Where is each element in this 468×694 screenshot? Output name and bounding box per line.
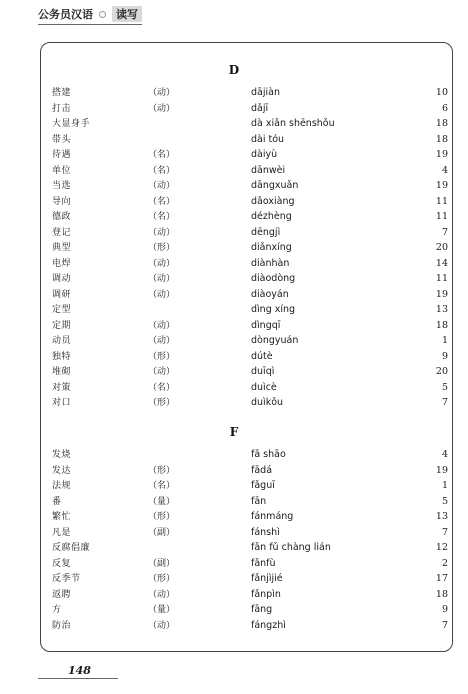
entry-page: 11: [435, 195, 448, 207]
entry-page: 9: [441, 350, 448, 362]
index-entry: [0, 288, 468, 302]
page-number: 148: [68, 664, 91, 677]
entry-pos: （量）: [148, 605, 176, 615]
section-letter: D: [228, 63, 240, 77]
entry-word: 对策: [52, 382, 72, 393]
index-entry: [0, 603, 468, 617]
entry-word: 当选: [52, 181, 72, 191]
entry-word: 独特: [52, 351, 72, 362]
entry-word: 对口: [52, 398, 72, 408]
entry-page: 7: [441, 526, 448, 538]
entry-word: 繁忙: [52, 512, 72, 522]
entry-page: 6: [441, 102, 448, 114]
entry-pos: （名）: [148, 196, 176, 207]
circle-separator-icon: [99, 11, 106, 18]
index-entry: [0, 257, 468, 271]
entry-word: 反复: [52, 558, 72, 569]
entry-pinyin: fǎnjìjié: [251, 573, 283, 584]
entry-word: 反季节: [52, 574, 81, 584]
entry-pos: （形）: [148, 574, 176, 584]
running-header: [38, 5, 142, 23]
entry-pos: （形）: [148, 512, 176, 522]
entry-pinyin: fā shāo: [251, 449, 286, 460]
entry-pos: （副）: [148, 527, 176, 538]
entry-page: 19: [435, 180, 448, 191]
entry-word: 发烧: [52, 450, 72, 460]
entry-pinyin: dàiyù: [251, 149, 278, 160]
index-entry: [0, 381, 468, 395]
entry-pinyin: duìkǒu: [251, 397, 284, 408]
index-entry: [0, 179, 468, 193]
entry-word: 德政: [52, 212, 72, 222]
entry-pos: （形）: [148, 243, 176, 253]
entry-pos: （名）: [148, 150, 176, 160]
entry-pinyin: dìngqī: [251, 319, 281, 331]
entry-page: 1: [441, 335, 448, 346]
index-entry: [0, 303, 468, 317]
entry-page: 5: [441, 381, 448, 393]
index-entry: [0, 541, 468, 555]
index-entry: [0, 210, 468, 224]
entry-pos: （动）: [148, 620, 176, 631]
footer-rule: [38, 678, 118, 679]
entry-word: 方: [52, 605, 62, 615]
entry-pos: （名）: [148, 382, 176, 393]
index-entry: [0, 464, 468, 478]
entry-page: 14: [435, 257, 448, 269]
index-entry: [0, 334, 468, 348]
entry-pinyin: dìng xíng: [251, 304, 296, 315]
book-title: 公务员汉语: [38, 8, 93, 21]
entry-pinyin: diǎnxíng: [251, 242, 292, 253]
index-entry: [0, 133, 468, 147]
entry-pos: （动）: [148, 289, 176, 300]
entry-pos: （形）: [148, 398, 176, 408]
index-entry: [0, 557, 468, 571]
entry-pos: （动）: [148, 274, 176, 284]
index-entry: [0, 164, 468, 178]
entry-pinyin: fǎnpìn: [251, 588, 281, 600]
index-entry: [0, 588, 468, 602]
index-entry: [0, 226, 468, 240]
entry-pinyin: fǎnfù: [251, 557, 276, 569]
entry-pinyin: dà xiǎn shēnshǒu: [251, 118, 335, 129]
entry-pos: （动）: [148, 320, 176, 331]
entry-page: 4: [441, 164, 448, 176]
entry-page: 13: [435, 304, 448, 315]
index-entry: [0, 572, 468, 586]
entry-page: 5: [441, 495, 448, 507]
entry-pinyin: diànhàn: [251, 257, 290, 269]
entry-pinyin: dǎoxiàng: [251, 195, 295, 207]
index-entry: [0, 396, 468, 410]
entry-pinyin: dānwèi: [251, 164, 286, 176]
entry-pinyin: fāng: [251, 604, 273, 615]
entry-word: 典型: [52, 243, 72, 253]
index-entry: [0, 479, 468, 493]
entry-pos: （名）: [148, 481, 176, 491]
entry-page: 2: [441, 557, 448, 569]
section-letter: F: [229, 425, 239, 439]
entry-word: 堆砌: [52, 367, 72, 377]
entry-pinyin: dútè: [251, 350, 273, 362]
entry-pos: （动）: [148, 258, 176, 269]
entry-word: 搭建: [52, 88, 72, 98]
index-entry: [0, 448, 468, 462]
entry-page: 1: [441, 480, 448, 491]
entry-pos: （动）: [148, 336, 176, 346]
entry-pinyin: fánmáng: [251, 511, 294, 522]
entry-word: 调研: [52, 289, 72, 300]
entry-word: 单位: [52, 165, 72, 176]
entry-pos: （形）: [148, 465, 176, 476]
entry-pinyin: fān: [251, 495, 267, 507]
entry-word: 带头: [52, 134, 72, 145]
entry-pos: （动）: [148, 589, 176, 600]
entry-page: 19: [435, 149, 448, 160]
section-tag: 读写: [112, 6, 142, 22]
index-entry: [0, 365, 468, 379]
entry-page: 11: [435, 211, 448, 222]
index-entry: [0, 319, 468, 333]
header-rule: [38, 24, 142, 25]
entry-pinyin: fǎn fǔ chàng lián: [251, 542, 331, 553]
entry-page: 18: [435, 588, 448, 600]
entry-page: 9: [441, 604, 448, 615]
entry-pinyin: diàodòng: [251, 273, 296, 284]
entry-page: 7: [441, 397, 448, 408]
entry-word: 防治: [52, 620, 72, 631]
entry-word: 发达: [52, 465, 72, 476]
entry-pos: （副）: [148, 558, 176, 569]
entry-pinyin: fángzhì: [251, 619, 286, 631]
entry-pinyin: dāngxuǎn: [251, 180, 299, 191]
entry-word: 凡是: [52, 527, 72, 538]
entry-pos: （名）: [148, 165, 176, 176]
index-entry: [0, 241, 468, 255]
entry-page: 7: [441, 619, 448, 631]
entry-page: 19: [435, 288, 448, 300]
entry-pinyin: dézhèng: [251, 211, 292, 222]
entry-pinyin: dājiàn: [251, 87, 280, 98]
index-entry: [0, 526, 468, 540]
entry-page: 11: [435, 273, 448, 284]
entry-page: 19: [435, 464, 448, 476]
entry-page: 20: [435, 242, 448, 253]
index-entry: [0, 195, 468, 209]
entry-word: 定期: [52, 320, 72, 331]
index-entry: [0, 272, 468, 286]
entry-page: 12: [435, 542, 448, 553]
entry-pinyin: dài tóu: [251, 133, 285, 145]
entry-word: 动员: [52, 336, 72, 346]
entry-pinyin: dēngjì: [251, 226, 281, 238]
entry-word: 番: [52, 496, 62, 507]
entry-pos: （名）: [148, 212, 176, 222]
entry-word: 登记: [52, 227, 72, 238]
entry-word: 反腐倡廉: [52, 543, 91, 553]
index-entry: [0, 350, 468, 364]
entry-pinyin: dǎjī: [251, 102, 269, 114]
entry-pinyin: duīqì: [251, 366, 275, 377]
index-entry: [0, 619, 468, 633]
entry-pos: （动）: [148, 367, 176, 377]
entry-pinyin: fánshì: [251, 526, 280, 538]
entry-word: 打击: [52, 103, 72, 114]
entry-pos: （动）: [148, 181, 176, 191]
index-entry: [0, 117, 468, 131]
entry-pinyin: fǎguī: [251, 480, 275, 491]
entry-word: 法规: [52, 481, 72, 491]
index-entry: [0, 86, 468, 100]
entry-word: 定型: [52, 305, 72, 315]
entry-page: 4: [441, 449, 448, 460]
entry-pinyin: fādá: [251, 464, 273, 476]
entry-page: 13: [435, 511, 448, 522]
entry-page: 7: [441, 226, 448, 238]
entry-page: 18: [435, 133, 448, 145]
entry-word: 返聘: [52, 589, 72, 600]
entry-word: 调动: [52, 274, 72, 284]
index-entry: [0, 510, 468, 524]
entry-pinyin: diàoyán: [251, 288, 289, 300]
entry-pos: （动）: [148, 88, 176, 98]
entry-page: 20: [435, 366, 448, 377]
entry-page: 18: [435, 118, 448, 129]
entry-pos: （形）: [148, 351, 176, 362]
entry-pos: （量）: [148, 496, 176, 507]
entry-pos: （动）: [148, 227, 176, 238]
entry-pos: （动）: [148, 103, 176, 114]
entry-page: 17: [435, 573, 448, 584]
entry-pinyin: duìcè: [251, 381, 277, 393]
entry-page: 18: [435, 319, 448, 331]
entry-pinyin: dòngyuán: [251, 335, 299, 346]
entry-word: 电焊: [52, 258, 72, 269]
index-entry: [0, 148, 468, 162]
entry-word: 待遇: [52, 150, 72, 160]
entry-word: 导向: [52, 196, 72, 207]
entry-word: 大显身手: [52, 119, 91, 129]
entry-page: 10: [435, 87, 448, 98]
index-entry: [0, 102, 468, 116]
index-entry: [0, 495, 468, 509]
